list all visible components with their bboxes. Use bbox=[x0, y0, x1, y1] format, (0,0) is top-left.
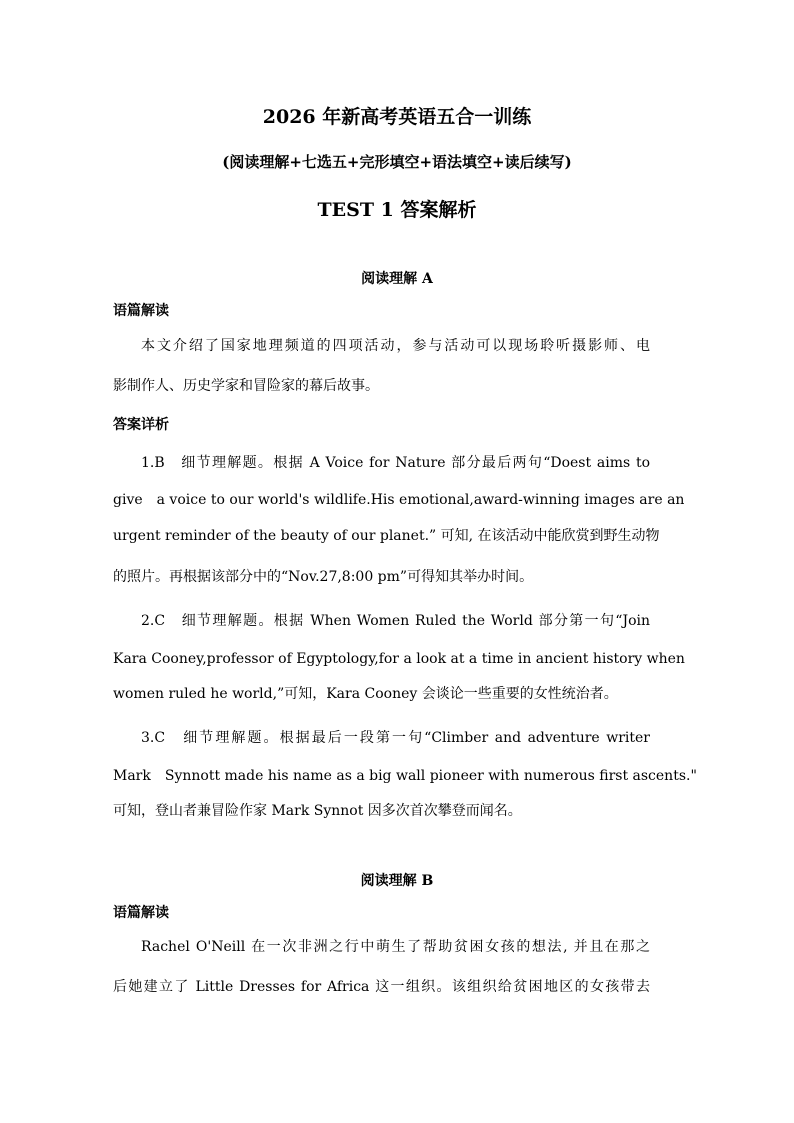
document-title: 2026 年新高考英语五合一训练 bbox=[262, 106, 532, 128]
document-subtitle: (阅读理解+七选五+完形填空+语法填空+读后续写) bbox=[222, 153, 572, 171]
section-a-overview-line: 本文介绍了国家地理频道的四项活动，参与活动可以现场聆听摄影师、电 bbox=[141, 338, 650, 354]
section-b-overview-line: Rachel O'Neill 在一次非洲之行中萌生了帮助贫困女孩的想法, 并且在那之 bbox=[141, 939, 650, 955]
answer-q3-line: 3.C 细节理解题。根据最后一段第一句“Climber and adventure writer bbox=[141, 730, 650, 746]
section-a-overview-line: 影制作人、历史学家和冒险家的幕后故事。 bbox=[113, 378, 379, 394]
answer-q3-line: Mark Synnott made his name as a big wall pioneer with numerous first ascents." bbox=[113, 768, 697, 784]
answer-q1-line: 的照片。再根据该部分中的“Nov.27,8:00 pm”可得知其举办时间。 bbox=[113, 569, 534, 585]
answer-q2-line: women ruled he world,”可知，Kara Cooney 会谈论一些重要的女性统治者。 bbox=[113, 686, 618, 702]
answer-q1-line: 1.B 细节理解题。根据 A Voice for Nature 部分最后两句“Doest aims to bbox=[141, 455, 650, 471]
section-a-overview-label: 语篇解读 bbox=[113, 303, 169, 319]
section-b-overview-label: 语篇解读 bbox=[113, 905, 169, 921]
section-a-heading: 阅读理解 A bbox=[361, 271, 433, 287]
answer-q3-line: 可知，登山者兼冒险作家 Mark Synnot 因多次首次攀登而闻名。 bbox=[113, 803, 522, 819]
section-b-heading: 阅读理解 B bbox=[360, 873, 434, 889]
answer-q2-line: 2.C 细节理解题。根据 When Women Ruled the World 部分第一句“Join bbox=[141, 613, 650, 629]
answer-q1-line: give a voice to our world's wildlife.His emotional,award-winning images are an bbox=[113, 492, 685, 508]
section-a-answers-label: 答案详析 bbox=[113, 417, 169, 433]
answer-q2-line: Kara Cooney,professor of Egyptology,for a look at a time in ancient history when bbox=[113, 651, 685, 667]
section-b-overview-line: 后她建立了 Little Dresses for Africa 这一组织。该组织给贫困地区的女孩带去 bbox=[113, 979, 650, 995]
answer-q1-line: urgent reminder of the beauty of our planet.” 可知, 在该活动中能欣赏到野生动物 bbox=[113, 528, 660, 544]
test-title: TEST 1 答案解析 bbox=[317, 199, 477, 221]
